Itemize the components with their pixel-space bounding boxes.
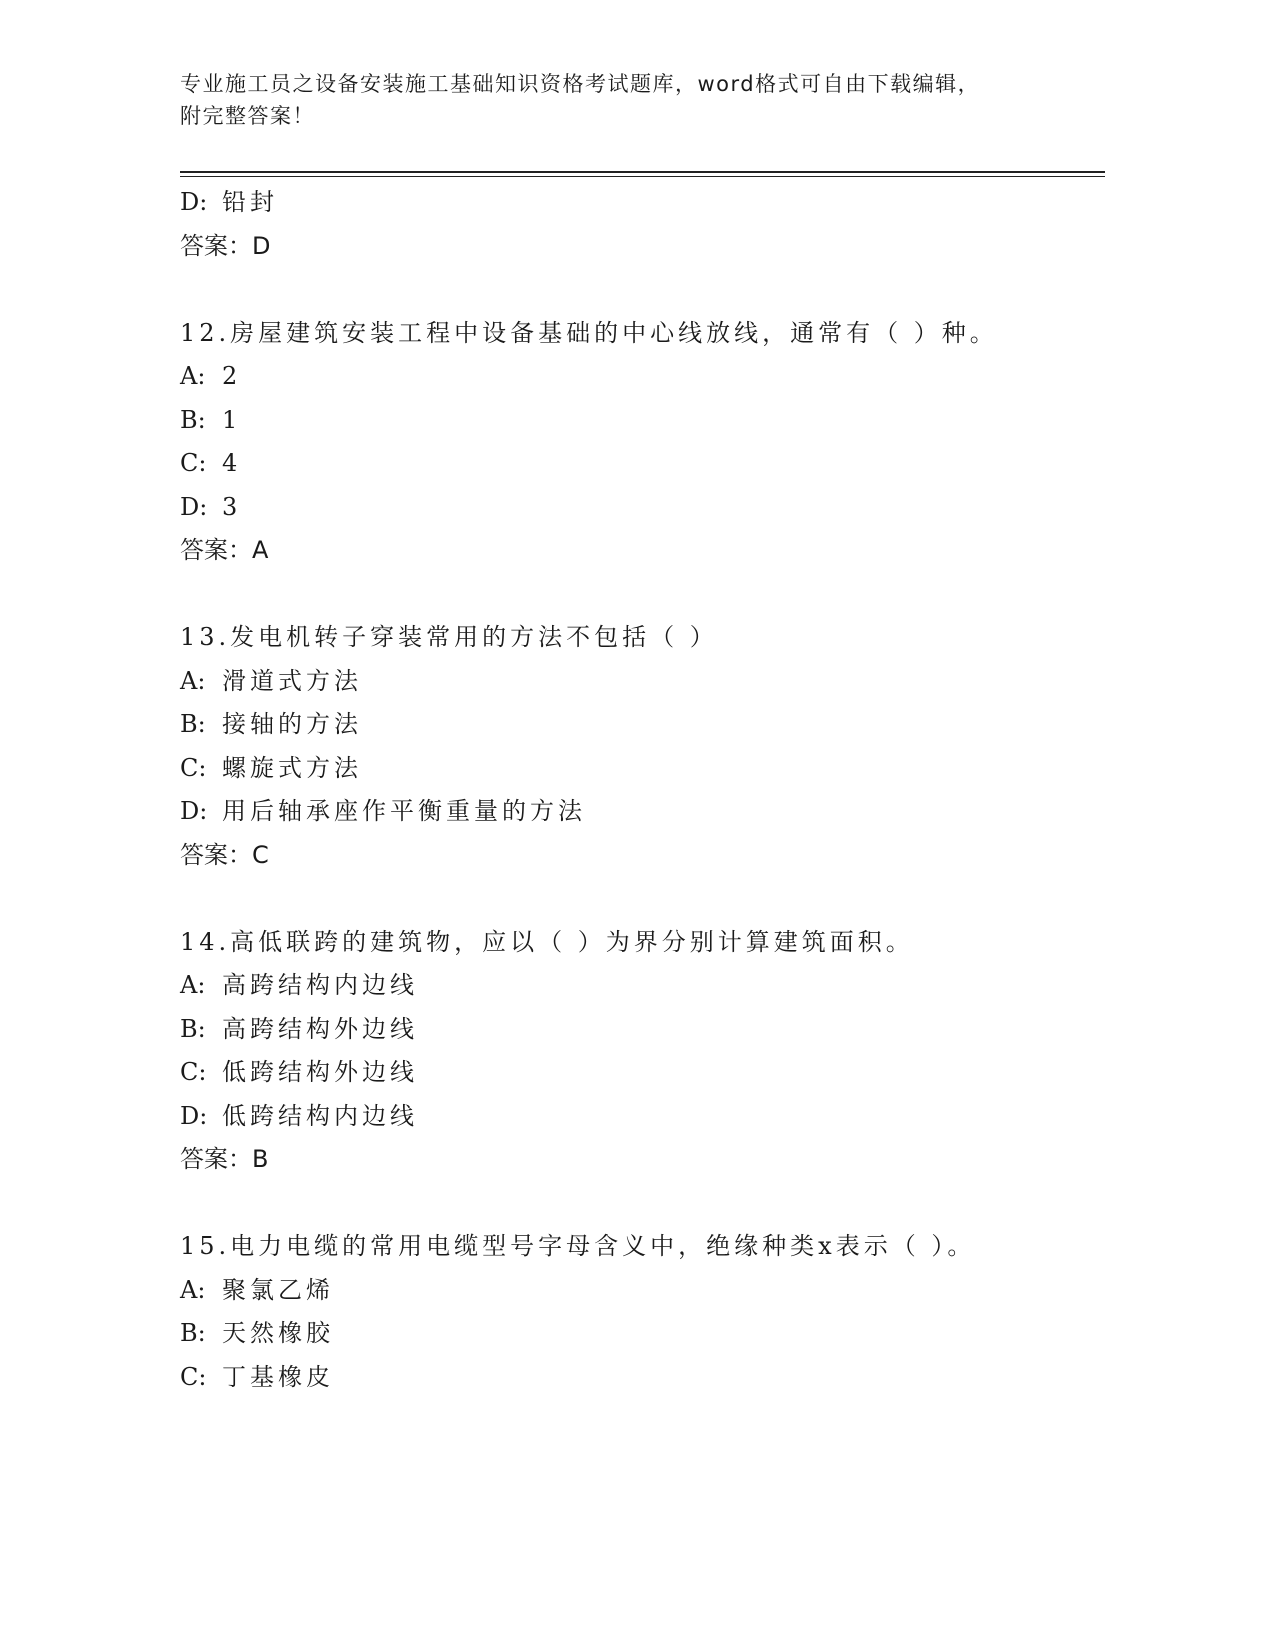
option-row [180, 747, 1105, 791]
option-row [180, 486, 1105, 530]
option-row [180, 1356, 1105, 1400]
header-line-2: 附完整答案！ [180, 104, 315, 128]
option-letter: A: [180, 362, 206, 390]
option-letter: D: [180, 188, 208, 216]
option-row [180, 660, 1105, 704]
option-row [180, 1312, 1105, 1356]
question-block [180, 1225, 1105, 1399]
option-letter: A: [180, 971, 206, 999]
option-text: 高跨结构外边线 [222, 1014, 418, 1043]
question-text: 12.房屋建筑安装工程中设备基础的中心线放线，通常有（ ）种。 [180, 318, 998, 347]
option-text: 天然橡胶 [222, 1319, 334, 1347]
header-divider-thin [180, 176, 1105, 177]
option-row [180, 181, 1105, 225]
option-letter: C: [180, 1058, 207, 1086]
option-text: 聚氯乙烯 [222, 1275, 334, 1304]
option-letter: D: [180, 797, 208, 825]
option-text: 滑道式方法 [222, 666, 362, 695]
option-letter: D: [180, 1101, 208, 1130]
option-row [180, 1008, 1105, 1052]
option-text: 低跨结构外边线 [222, 1058, 418, 1086]
question-block [180, 312, 1105, 573]
option-letter: A: [180, 1275, 206, 1304]
option-row [180, 1269, 1105, 1313]
question-text: 14.高低联跨的建筑物，应以（ ）为界分别计算建筑面积。 [180, 927, 914, 956]
answer-line: 答案：C [180, 840, 269, 869]
option-letter: B: [180, 710, 206, 738]
answer-line: 答案：B [180, 1145, 269, 1173]
option-text: 丁基橡皮 [222, 1362, 334, 1391]
option-row [180, 399, 1105, 443]
page-header [180, 68, 1040, 132]
option-letter: B: [180, 1319, 206, 1347]
answer-line: 答案：A [180, 536, 269, 564]
option-letter: D: [180, 492, 208, 521]
option-letter: C: [180, 753, 207, 782]
option-text: 4 [222, 449, 242, 477]
question-text: 15.电力电缆的常用电缆型号字母含义中，绝缘种类x表示（ ）。 [180, 1232, 976, 1260]
header-line-1: 专业施工员之设备安装施工基础知识资格考试题库，word格式可自由下载编辑， [180, 72, 981, 96]
option-text: 低跨结构内边线 [222, 1101, 418, 1130]
option-letter: C: [180, 449, 207, 477]
option-text: 接轴的方法 [222, 710, 362, 738]
option-text: 铅封 [222, 188, 278, 216]
option-row [180, 442, 1105, 486]
option-row [180, 790, 1105, 834]
option-row [180, 964, 1105, 1008]
header-divider-thick [180, 171, 1105, 173]
question-block [180, 181, 1105, 268]
option-text: 高跨结构内边线 [222, 971, 418, 999]
option-letter: A: [180, 666, 206, 695]
question-block [180, 921, 1105, 1182]
option-text: 螺旋式方法 [222, 753, 362, 782]
option-row [180, 1095, 1105, 1139]
option-text: 用后轴承座作平衡重量的方法 [222, 797, 586, 825]
option-text: 2 [222, 362, 242, 390]
option-letter: B: [180, 1014, 206, 1043]
option-row [180, 1051, 1105, 1095]
question-text: 13.发电机转子穿装常用的方法不包括（ ） [180, 623, 718, 651]
question-block [180, 616, 1105, 877]
option-text: 3 [222, 492, 242, 521]
option-letter: C: [180, 1362, 207, 1391]
option-letter: B: [180, 405, 206, 434]
option-row [180, 703, 1105, 747]
answer-line: 答案：D [180, 231, 271, 260]
option-text: 1 [222, 405, 242, 434]
question-list [180, 181, 1105, 1399]
option-row [180, 355, 1105, 399]
